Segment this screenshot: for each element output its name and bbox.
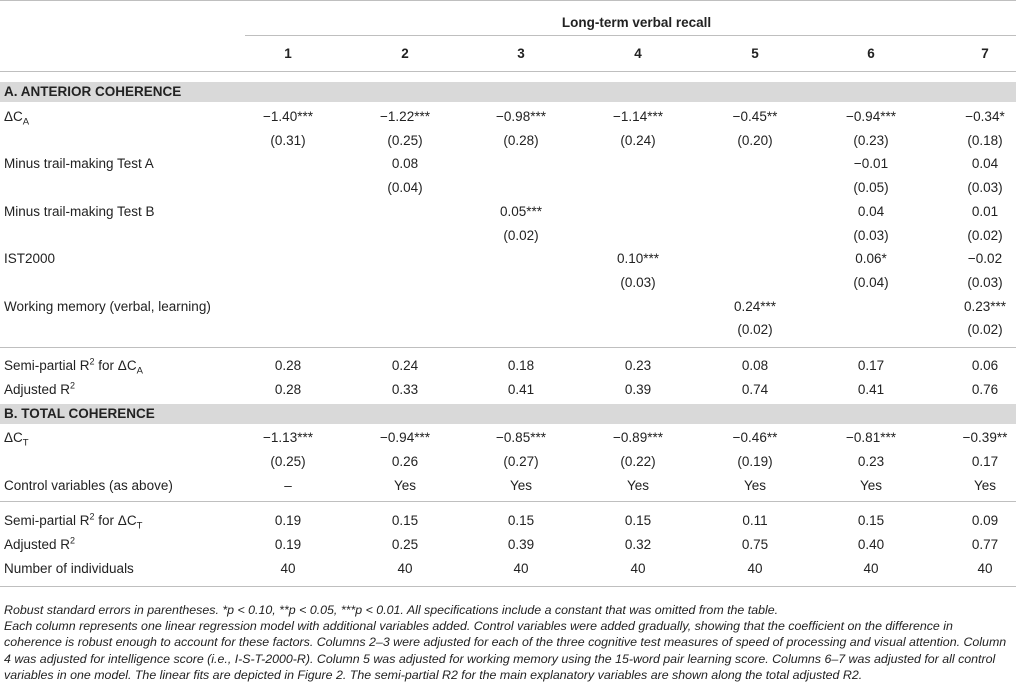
anterior-stat-1-col-2: 0.33	[391, 382, 419, 397]
column-header-4: 4	[634, 46, 642, 61]
header-title: Long-term verbal recall	[561, 15, 712, 30]
column-header-3: 3	[517, 46, 525, 61]
total-stat-2-col-4: 40	[630, 561, 646, 576]
anterior-stat-0-col-4: 0.23	[624, 358, 652, 373]
total-row-2-col-1: –	[284, 478, 292, 493]
total-stat-1-col-4: 0.32	[624, 537, 652, 552]
table-notes	[4, 602, 1012, 683]
total-row-0-col-1: −1.13***	[263, 430, 313, 445]
anterior-stat-0-col-3: 0.18	[507, 358, 535, 373]
anterior-row-1-col-3: (0.28)	[503, 132, 539, 148]
anterior-row-6-col-6: 0.06*	[855, 251, 887, 267]
anterior-row-0-col-3: −0.98***	[496, 109, 546, 124]
total-row-2-col-3: Yes	[509, 478, 533, 493]
total-stats-rule	[0, 501, 1016, 502]
anterior-row-0-label: $\Delta C_A$	[4, 109, 30, 128]
anterior-stat-0-col-6: 0.17	[857, 358, 885, 373]
total-stat-2-col-3: 40	[513, 561, 529, 576]
column-header-7: 7	[981, 46, 989, 61]
total-row-2-label: Control variables (as above)	[4, 478, 173, 493]
total-row-0-col-4: −0.89***	[613, 430, 663, 445]
total-row-2-col-5: Yes	[743, 478, 767, 493]
total-stat-1-col-2: 0.25	[391, 537, 419, 552]
anterior-stat-1-col-5: 0.74	[741, 382, 769, 397]
anterior-row-4-col-6: 0.04	[857, 203, 885, 219]
anterior-stat-0-col-1: 0.28	[274, 358, 302, 373]
column-header-2: 2	[401, 46, 409, 61]
anterior-stat-0-col-5: 0.08	[741, 358, 769, 373]
anterior-stat-0-label: Semi-partial $R^2$ for $\Delta C_A$	[4, 356, 143, 377]
total-stat-0-col-7: 0.09	[971, 513, 999, 528]
anterior-stat-0-col-7: 0.06	[971, 358, 999, 373]
anterior-row-9-col-5: (0.02)	[737, 322, 773, 338]
anterior-row-3-col-6: (0.05)	[853, 180, 889, 196]
total-row-0-col-6: −0.81***	[846, 430, 896, 445]
total-stat-0-col-4: 0.15	[624, 513, 652, 528]
anterior-row-9-col-7: (0.02)	[967, 322, 1003, 338]
section-header-total	[0, 404, 1016, 424]
anterior-stat-0-col-2: 0.24	[391, 358, 419, 373]
total-stat-0-col-5: 0.11	[742, 513, 768, 528]
total-stat-1-col-3: 0.39	[507, 537, 535, 552]
anterior-stat-1-col-1: 0.28	[274, 382, 302, 397]
total-stat-1-col-1: 0.19	[274, 537, 302, 552]
anterior-row-2-col-7: 0.04	[971, 156, 999, 172]
total-stat-1-col-6: 0.40	[857, 537, 885, 552]
anterior-row-4-col-3: 0.05***	[499, 203, 543, 219]
total-stat-2-col-2: 40	[397, 561, 413, 576]
anterior-row-0-col-1: −1.40***	[263, 109, 313, 124]
note-standard-errors: Robust standard errors in parentheses. *p < 0.10, **p < 0.05, ***p < 0.01. All specifications include a constant that was omitted from the table.	[4, 603, 779, 617]
anterior-row-1-col-4: (0.24)	[620, 132, 656, 148]
total-stat-1-label: Adjusted $R^2$	[4, 535, 76, 552]
column-header-5: 5	[751, 46, 759, 61]
anterior-row-7-col-4: (0.03)	[620, 274, 656, 290]
section-header-anterior	[0, 82, 1016, 102]
anterior-row-8-col-7: 0.23***	[963, 298, 1007, 314]
section-title: B. TOTAL COHERENCE	[4, 406, 155, 421]
anterior-stat-1-col-7: 0.76	[971, 382, 999, 397]
total-row-1-col-4: (0.22)	[620, 454, 656, 469]
anterior-stat-1-label: Adjusted $R^2$	[4, 380, 76, 397]
total-row-0-col-5: −0.46**	[732, 430, 778, 445]
anterior-row-5-col-3: (0.02)	[503, 227, 539, 243]
total-stat-2-col-5: 40	[747, 561, 763, 576]
anterior-row-7-col-6: (0.04)	[853, 274, 889, 290]
anterior-row-0-col-4: −1.14***	[613, 109, 663, 124]
anterior-row-4-label: Minus trail-making Test B	[4, 203, 155, 219]
anterior-row-4-col-7: 0.01	[971, 203, 999, 219]
anterior-row-2-col-2: 0.08	[391, 156, 419, 172]
anterior-row-5-col-7: (0.02)	[967, 227, 1003, 243]
anterior-row-7-col-7: (0.03)	[967, 274, 1003, 290]
anterior-row-0-col-6: −0.94***	[846, 109, 896, 124]
total-row-2-col-7: Yes	[973, 478, 997, 493]
total-row-1-col-6: 0.23	[857, 454, 885, 469]
column-header-6: 6	[867, 46, 875, 61]
total-row-1-col-1: (0.25)	[270, 454, 306, 469]
anterior-row-8-col-5: 0.24***	[733, 298, 777, 314]
total-stat-2-col-7: 40	[977, 561, 993, 576]
total-row-1-col-5: (0.19)	[737, 454, 773, 469]
anterior-stats-rule	[0, 347, 1016, 348]
anterior-row-0-col-5: −0.45**	[732, 109, 778, 124]
note-model-description: Each column represents one linear regression model with additional variables added. Control variables were added gradually, showing that the coefficient on the difference in coherence is robust enough to account for these factors. Columns 2–3 were adjusted for each of the three cognitive test measures of speed of processing and visual attention. Column 4 was adjusted for intelligence score (i.e., I-S-T-2000-R). Column 5 was adjusted for working memory using the 15-word pair learning score. Columns 6–7 was adjusted for all control variables in one model. The linear fits are depicted in Figure 2. The semi-partial R2 for the main explanatory variables are shown along the total adjusted R2.	[4, 619, 1007, 682]
total-row-2-col-6: Yes	[859, 478, 883, 493]
anterior-row-3-col-7: (0.03)	[967, 180, 1003, 196]
total-row-0-col-3: −0.85***	[496, 430, 546, 445]
total-row-2-col-2: Yes	[393, 478, 417, 493]
total-row-1-col-3: (0.27)	[503, 454, 539, 469]
anterior-row-1-col-5: (0.20)	[737, 132, 773, 148]
total-stat-1-col-7: 0.77	[971, 537, 999, 552]
anterior-row-1-col-7: (0.18)	[967, 132, 1003, 148]
anterior-row-8-label: Working memory (verbal, learning)	[4, 298, 211, 314]
total-stat-0-label: Semi-partial $R^2$ for $\Delta C_T$	[4, 511, 143, 532]
top-rule	[0, 0, 1016, 1]
total-stat-2-col-1: 40	[280, 561, 296, 576]
total-row-1-col-7: 0.17	[971, 454, 999, 469]
total-stat-2-col-6: 40	[863, 561, 879, 576]
anterior-row-6-label: IST2000	[4, 251, 56, 267]
total-row-2-col-4: Yes	[626, 478, 650, 493]
anterior-row-2-label: Minus trail-making Test A	[4, 156, 154, 172]
anterior-row-1-col-6: (0.23)	[853, 132, 889, 148]
section-title: A. ANTERIOR COHERENCE	[4, 84, 182, 99]
anterior-row-1-col-1: (0.31)	[270, 132, 306, 148]
total-row-1-col-2: 0.26	[391, 454, 419, 469]
total-row-0-col-2: −0.94***	[380, 430, 430, 445]
header-bottom-rule	[0, 71, 1016, 72]
anterior-row-5-col-6: (0.03)	[853, 227, 889, 243]
total-stat-0-col-2: 0.15	[391, 513, 419, 528]
header-title-rule	[245, 35, 1016, 36]
anterior-row-3-col-2: (0.04)	[387, 180, 423, 196]
total-row-0-label: $\Delta C_T$	[4, 430, 29, 449]
table-bottom-rule	[0, 586, 1016, 587]
total-row-0-col-7: −0.39**	[962, 430, 1008, 445]
total-stat-1-col-5: 0.75	[741, 537, 769, 552]
column-header-1: 1	[284, 46, 292, 61]
total-stat-0-col-6: 0.15	[857, 513, 885, 528]
anterior-stat-1-col-3: 0.41	[507, 382, 535, 397]
anterior-row-2-col-6: −0.01	[853, 156, 889, 172]
anterior-row-0-col-2: −1.22***	[380, 109, 430, 124]
anterior-row-6-col-7: −0.02	[967, 251, 1003, 267]
anterior-row-0-col-7: −0.34*	[965, 109, 1005, 124]
total-stat-2-label: Number of individuals	[4, 561, 134, 576]
anterior-row-6-col-4: 0.10***	[616, 251, 660, 267]
anterior-row-1-col-2: (0.25)	[387, 132, 423, 148]
total-stat-0-col-3: 0.15	[507, 513, 535, 528]
total-stat-0-col-1: 0.19	[274, 513, 302, 528]
anterior-stat-1-col-4: 0.39	[624, 382, 652, 397]
anterior-stat-1-col-6: 0.41	[857, 382, 885, 397]
